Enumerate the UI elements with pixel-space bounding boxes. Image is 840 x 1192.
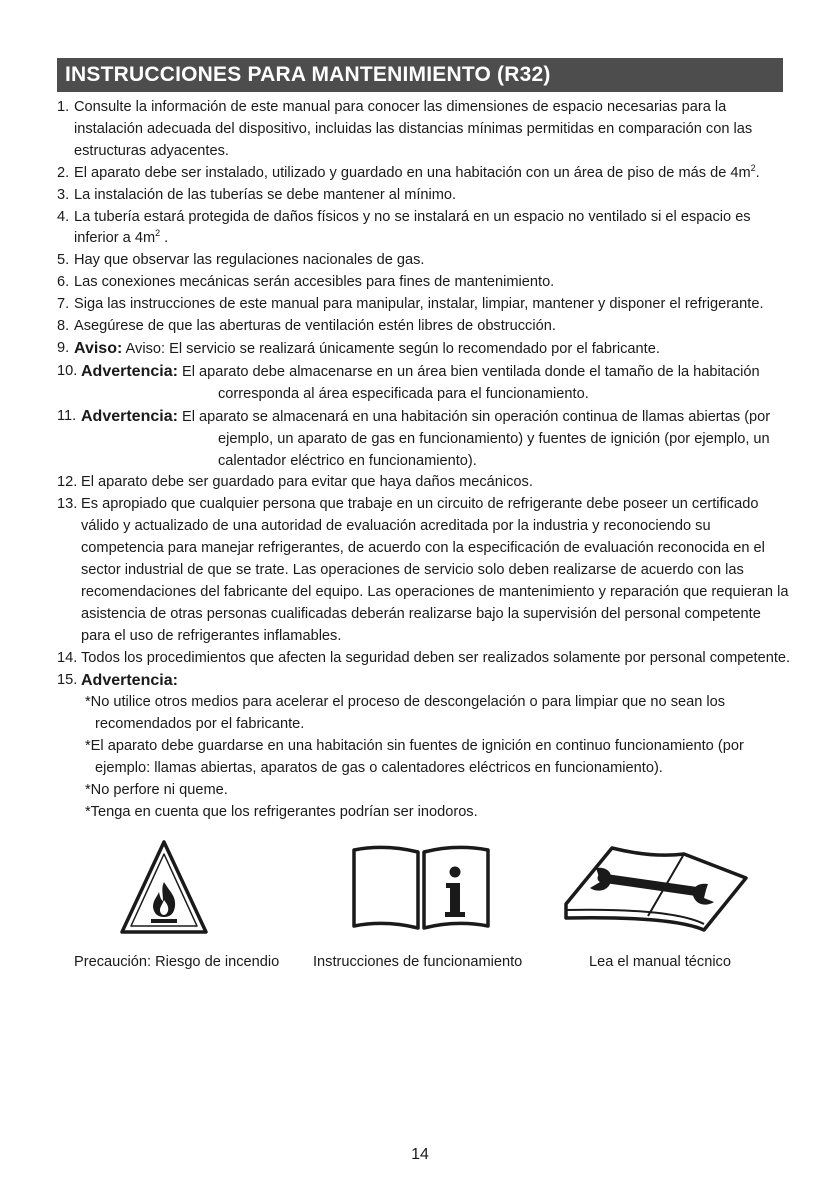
item-text: Asegúrese de que las aberturas de ventilación estén libres de obstrucción. [74, 318, 556, 335]
caption-operating-instructions: Instrucciones de funcionamiento [313, 954, 523, 970]
item-text: El aparato se almacenará en una habitación sin operación continua de llamas abiertas (por ejemplo, un aparato de gas en funcionamiento) y fuentes de ignición (por ejemplo, un calentador eléctrico en funcionamiento). [177, 408, 771, 469]
item-number: 1. [57, 99, 70, 115]
notice-label: Aviso: [74, 339, 123, 357]
item-text: La tubería estará protegida de daños físicos y no se instalará en un espacio no ventilado si el espacio es inferior a 4m [74, 208, 751, 247]
item-number: 2. [57, 164, 70, 181]
wrench-book-icon [562, 844, 750, 932]
list-item [57, 97, 792, 163]
list-item [57, 338, 792, 361]
safety-icons [0, 836, 840, 976]
item-text: La instalación de las tuberías se debe mantener al mínimo. [74, 186, 457, 203]
superscript: 2 [155, 228, 161, 239]
item-text: Es apropiado que cualquier persona que trabaje en un circuito de refrigerante debe poseer un certificado válido y actualizado de una autoridad de evaluación acreditada por la industria y reconociendo su competencia para manejar refrigerantes, de acuerdo con la especificación de evaluación reconocida en el sector industrial de que se trate. Las operaciones de servicio solo deben realizarse de acuerdo con las recomendaciones del fabricante del equipo. Las operaciones de mantenimiento y reparación que requieran la asistencia de otras personas cualificadas deberán realizarse bajo la supervisión del personal competente para el uso de refrigerantes inflamables. [81, 496, 789, 644]
item-number: 10. [57, 362, 78, 379]
item-text: Siga las instrucciones de este manual para manipular, instalar, limpiar, mantener y disponer el refrigerante. [74, 296, 764, 313]
item-text: Todos los procedimientos que afecten la seguridad deben ser realizados solamente por personal competente. [81, 649, 791, 666]
list-item [57, 185, 792, 207]
warning-label: Advertencia: [81, 407, 178, 425]
list-item [57, 207, 792, 251]
sub-item: *El aparato debe guardarse en una habitación sin fuentes de ignición en continuo funcionamiento (por ejemplo: llamas abiertas, aparatos de gas o calentadores eléctricos en funcionamiento). [85, 738, 744, 777]
sub-item: *Tenga en cuenta que los refrigerantes podrían ser inodoros. [85, 804, 478, 820]
item-number: 7. [57, 296, 70, 313]
list-item [57, 250, 792, 272]
caption-fire-risk: Precaución: Riesgo de incendio [74, 954, 280, 970]
item-text: Las conexiones mecánicas serán accesibles para fines de mantenimiento. [74, 274, 555, 291]
item-number: 9. [57, 339, 70, 356]
superscript: 2 [750, 162, 756, 173]
item-number: 14. [57, 649, 78, 666]
item-text: Consulte la información de este manual para conocer las dimensiones de espacio necesarias para la instalación adecuada del dispositivo, incluidas las distancias mínimas permitidas en comparación con las estructuras adyacentes. [74, 99, 753, 159]
list-item [57, 294, 792, 316]
item-text: Hay que observar las regulaciones nacionales de gas. [74, 252, 425, 269]
caption-technical-manual: Lea el manual técnico [589, 954, 731, 970]
sub-item: *No utilice otros medios para acelerar el proceso de descongelación o para limpiar que no sean los recomendados por el fabricante. [85, 694, 726, 733]
list-item [57, 272, 792, 294]
item-number: 13. [57, 496, 78, 513]
item-number: 5. [57, 252, 70, 269]
warning-subitems [81, 692, 792, 823]
list-item [57, 163, 792, 185]
page-title: INSTRUCCIONES PARA MANTENIMIENTO (R32) [57, 58, 783, 92]
item-number: 12. [57, 474, 78, 491]
flame-warning-icon [118, 838, 210, 938]
item-number: 15. [57, 671, 78, 688]
list-item [57, 494, 792, 647]
warning-body [81, 361, 792, 406]
info-book-icon [350, 844, 492, 932]
list-item [57, 316, 792, 338]
item-text: El aparato debe ser instalado, utilizado y guardado en una habitación con un área de piso de más de 4m [74, 164, 751, 181]
item-text-tail: . [755, 164, 760, 181]
item-number: 4. [57, 208, 70, 225]
sub-item: *No perfore ni queme. [85, 782, 228, 799]
warning-label: Advertencia: [81, 362, 178, 380]
item-number: 3. [57, 186, 70, 203]
list-item [57, 361, 792, 406]
item-number: 8. [57, 318, 70, 335]
item-text: El aparato debe almacenarse en un área bien ventilada donde el tamaño de la habitación corresponda al área especificada para el funcionamiento. [177, 363, 760, 402]
list-item [57, 406, 792, 473]
list-item [57, 670, 792, 824]
item-text: El aparato debe ser guardado para evitar que haya daños mecánicos. [81, 474, 533, 491]
list-item [57, 648, 792, 670]
instructions-list [57, 97, 792, 824]
item-number: 6. [57, 274, 70, 291]
item-text: Aviso: El servicio se realizará únicamente según lo recomendado por el fabricante. [122, 340, 660, 357]
item-text-tail: . [160, 230, 169, 247]
list-item [57, 472, 792, 494]
warning-label: Advertencia: [81, 671, 178, 689]
warning-body [81, 406, 792, 473]
page-number: 14 [411, 1146, 429, 1163]
item-number: 11. [57, 407, 77, 424]
